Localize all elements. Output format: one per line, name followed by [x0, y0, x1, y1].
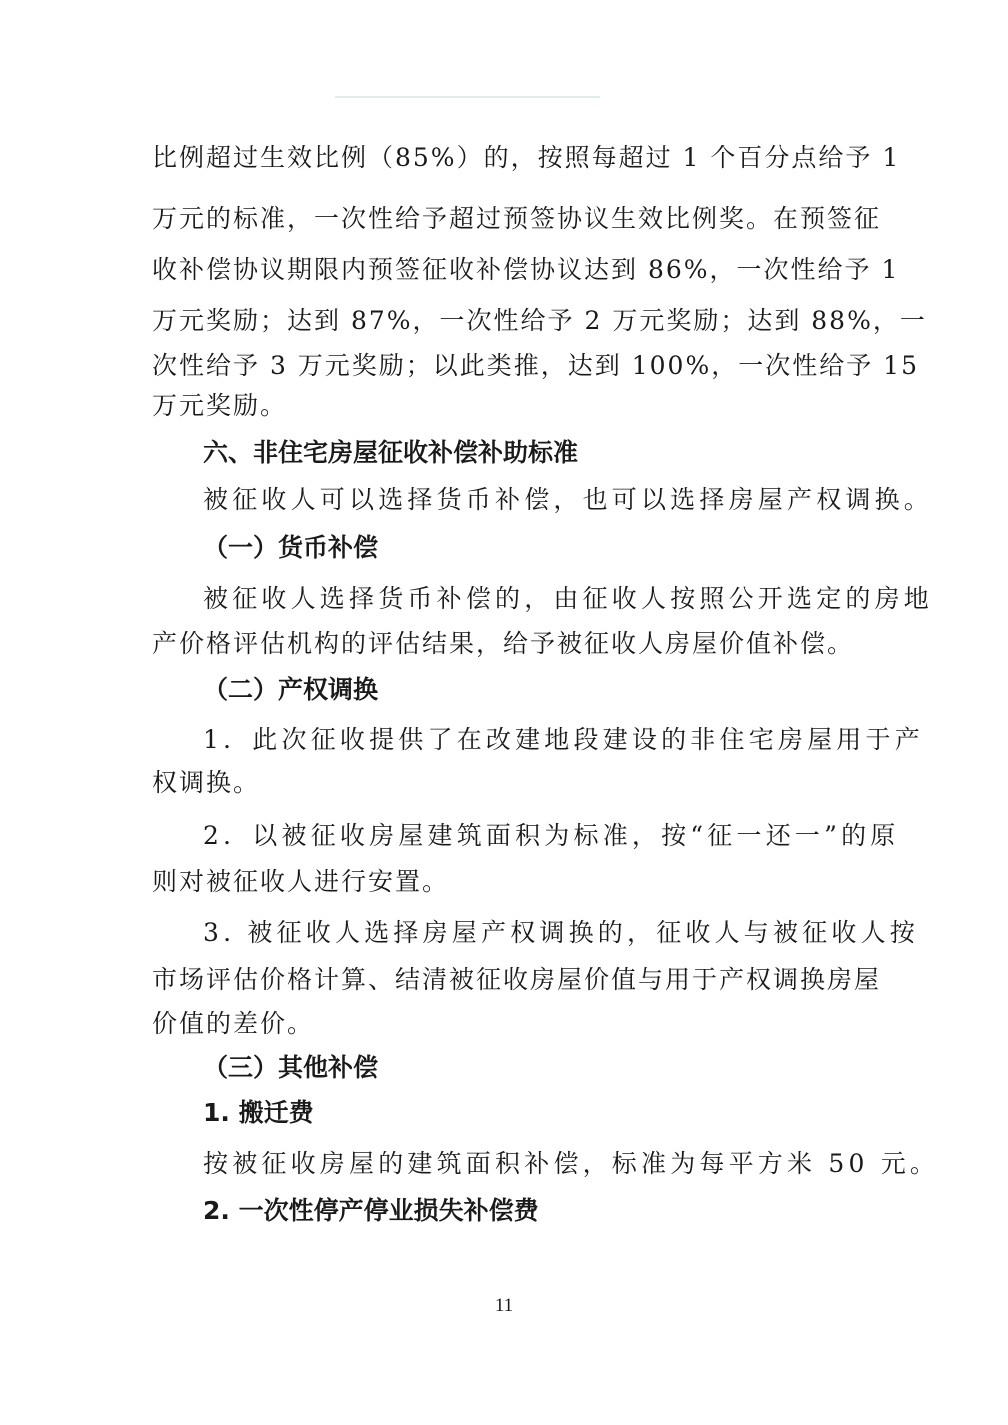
- body-line: 价值的差价。: [152, 1009, 315, 1038]
- body-line: 则对被征收人进行安置。: [152, 867, 450, 896]
- body-line: 比例超过生效比例（85%）的，按照每超过 1 个百分点给予 1: [152, 143, 901, 172]
- body-line: 按被征收房屋的建筑面积补偿，标准为每平方米 50 元。: [203, 1149, 940, 1178]
- body-line: 被征收人选择货币补偿的，由征收人按照公开选定的房地: [203, 584, 934, 613]
- item-heading: 2. 一次性停产停业损失补偿费: [203, 1196, 539, 1225]
- body-line: 产价格评估机构的评估结果，给予被征收人房屋价值补偿。: [152, 629, 855, 658]
- body-line: 万元的标准，一次性给予超过预签协议生效比例奖。在预签征: [152, 204, 882, 233]
- subsection-heading: （一）货币补偿: [203, 533, 379, 562]
- body-line: 1．此次征收提供了在改建地段建设的非住宅房屋用于产: [203, 725, 924, 754]
- body-line: 万元奖励；达到 87%，一次性给予 2 万元奖励；达到 88%，一: [152, 306, 927, 335]
- body-line: 万元奖励。: [152, 391, 288, 420]
- section-heading: 六、非住宅房屋征收补偿补助标准: [203, 438, 579, 467]
- subsection-heading: （二）产权调换: [203, 675, 379, 704]
- body-line: 权调换。: [152, 768, 261, 797]
- item-heading: 1. 搬迁费: [203, 1098, 314, 1127]
- header-divider: [335, 96, 600, 98]
- body-line: 市场评估价格计算、结清被征收房屋价值与用于产权调换房屋: [152, 965, 882, 994]
- body-line: 被征收人可以选择货币补偿，也可以选择房屋产权调换。: [203, 485, 934, 514]
- body-line: 次性给予 3 万元奖励；以此类推，达到 100%，一次性给予 15: [152, 351, 919, 380]
- body-line: 3. 被征收人选择房屋产权调换的，征收人与被征收人按: [203, 918, 920, 947]
- body-line: 2．以被征收房屋建筑面积为标准，按“征一还一”的原: [203, 821, 900, 850]
- subsection-heading: （三）其他补偿: [203, 1053, 379, 1082]
- body-line: 收补偿协议期限内预签征收补偿协议达到 86%，一次性给予 1: [152, 255, 900, 284]
- page-number: 11: [494, 1295, 514, 1316]
